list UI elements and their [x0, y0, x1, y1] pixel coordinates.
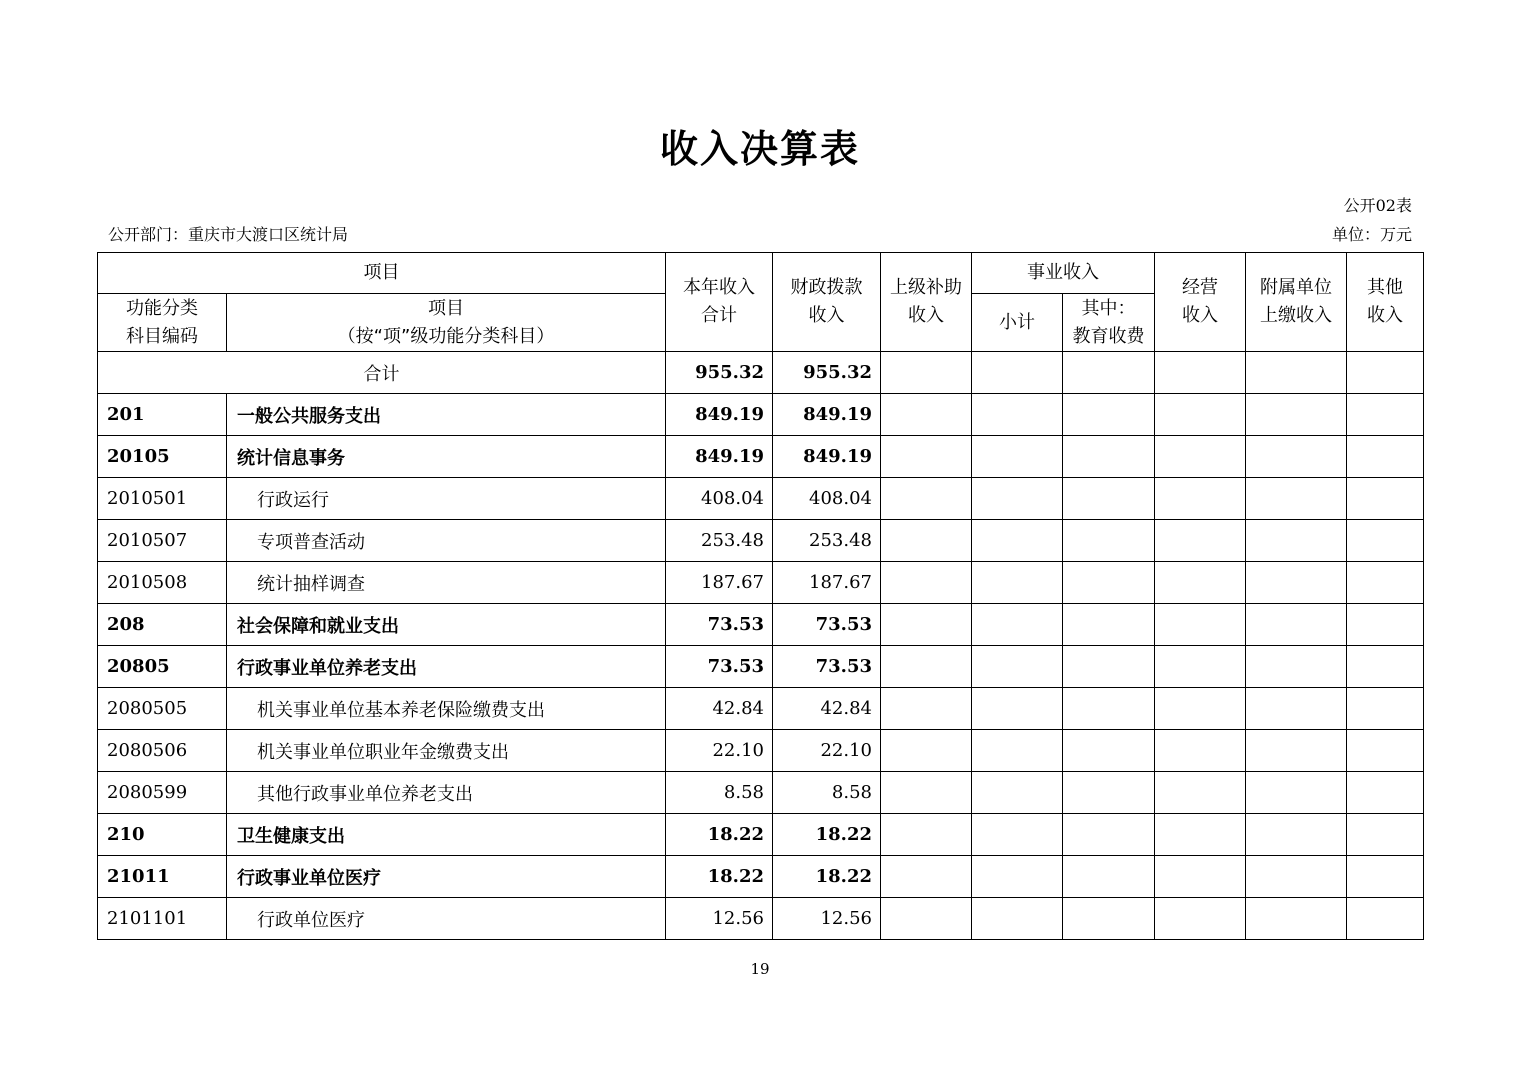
- empty-cell: [881, 688, 972, 730]
- empty-cell: [1347, 814, 1424, 856]
- page-number: 19: [750, 960, 770, 978]
- empty-cell: [1155, 646, 1246, 688]
- empty-cell: [1155, 436, 1246, 478]
- empty-cell: [972, 772, 1063, 814]
- empty-cell: [1246, 478, 1347, 520]
- empty-cell: [972, 856, 1063, 898]
- row-name: 卫生健康支出: [227, 814, 666, 856]
- row-fiscal: 42.84: [773, 688, 881, 730]
- row-code: 2010507: [98, 520, 227, 562]
- row-total: 8.58: [666, 772, 773, 814]
- row-code: 208: [98, 604, 227, 646]
- empty-cell: [1347, 478, 1424, 520]
- empty-cell: [1347, 646, 1424, 688]
- row-fiscal: 408.04: [773, 478, 881, 520]
- row-code: 21011: [98, 856, 227, 898]
- row-fiscal: 253.48: [773, 520, 881, 562]
- total-fiscal: 955.32: [773, 352, 881, 394]
- empty-cell: [881, 772, 972, 814]
- empty-cell: [972, 394, 1063, 436]
- empty-cell: [1155, 898, 1246, 940]
- row-fiscal: 849.19: [773, 436, 881, 478]
- empty-cell: [1155, 520, 1246, 562]
- empty-cell: [1155, 604, 1246, 646]
- row-total: 42.84: [666, 688, 773, 730]
- empty-cell: [881, 856, 972, 898]
- header-code: 功能分类 科目编码: [98, 294, 227, 352]
- row-fiscal: 22.10: [773, 730, 881, 772]
- empty-cell: [972, 688, 1063, 730]
- table-row: [98, 856, 1424, 898]
- empty-cell: [881, 436, 972, 478]
- empty-cell: [1155, 730, 1246, 772]
- row-name: 社会保障和就业支出: [227, 604, 666, 646]
- empty-cell: [881, 646, 972, 688]
- row-code: 2101101: [98, 898, 227, 940]
- row-total: 18.22: [666, 814, 773, 856]
- empty-cell: [1246, 604, 1347, 646]
- row-name: 一般公共服务支出: [227, 394, 666, 436]
- empty-cell: [1246, 688, 1347, 730]
- empty-cell: [1063, 436, 1155, 478]
- empty-cell: [1347, 520, 1424, 562]
- row-code: 2080599: [98, 772, 227, 814]
- empty-cell: [881, 520, 972, 562]
- row-name: 其他行政事业单位养老支出: [227, 772, 666, 814]
- table-row: [98, 436, 1424, 478]
- empty-cell: [1246, 856, 1347, 898]
- row-total: 849.19: [666, 394, 773, 436]
- row-fiscal: 73.53: [773, 646, 881, 688]
- empty-cell: [1155, 478, 1246, 520]
- empty-cell: [1063, 898, 1155, 940]
- empty-cell: [972, 520, 1063, 562]
- empty-cell: [881, 898, 972, 940]
- row-name: 统计抽样调查: [227, 562, 666, 604]
- empty-cell: [1347, 772, 1424, 814]
- income-table: [97, 252, 1424, 940]
- table-row: [98, 478, 1424, 520]
- row-fiscal: 12.56: [773, 898, 881, 940]
- row-fiscal: 849.19: [773, 394, 881, 436]
- empty-cell: [1063, 856, 1155, 898]
- row-total: 408.04: [666, 478, 773, 520]
- empty-cell: [1155, 856, 1246, 898]
- table-row: [98, 772, 1424, 814]
- empty-cell: [972, 730, 1063, 772]
- header-affiliate: 附属单位 上缴收入: [1246, 253, 1347, 352]
- empty-cell: [1063, 688, 1155, 730]
- empty-cell: [1155, 394, 1246, 436]
- empty-cell: [1347, 394, 1424, 436]
- table-row: [98, 394, 1424, 436]
- empty-cell: [1063, 604, 1155, 646]
- empty-cell: [972, 646, 1063, 688]
- header-fiscal: 财政拨款 收入: [773, 253, 881, 352]
- table-row: [98, 898, 1424, 940]
- header-business-edu: 其中： 教育收费: [1063, 294, 1155, 352]
- header-item: 项目: [98, 253, 666, 294]
- row-name: 行政事业单位医疗: [227, 856, 666, 898]
- empty-cell: [1347, 436, 1424, 478]
- empty-cell: [1063, 772, 1155, 814]
- row-name: 统计信息事务: [227, 436, 666, 478]
- row-code: 20105: [98, 436, 227, 478]
- empty-cell: [1155, 814, 1246, 856]
- row-code: 2010508: [98, 562, 227, 604]
- header-name: 项目 （按“项”级功能分类科目）: [227, 294, 666, 352]
- row-total: 12.56: [666, 898, 773, 940]
- empty-cell: [1155, 562, 1246, 604]
- row-fiscal: 18.22: [773, 814, 881, 856]
- table-row: [98, 562, 1424, 604]
- table-row: [98, 646, 1424, 688]
- form-number: 公开02表: [1343, 196, 1412, 215]
- row-fiscal: 8.58: [773, 772, 881, 814]
- empty-cell: [1063, 646, 1155, 688]
- empty-cell: [1347, 688, 1424, 730]
- empty-cell: [1347, 730, 1424, 772]
- row-total: 22.10: [666, 730, 773, 772]
- header-business-subtotal: 小计: [972, 294, 1063, 352]
- unit-label: 单位：万元: [1331, 225, 1412, 244]
- table-row: [98, 604, 1424, 646]
- empty-cell: [1063, 562, 1155, 604]
- empty-cell: [1063, 520, 1155, 562]
- empty-cell: [1246, 394, 1347, 436]
- empty-cell: [972, 436, 1063, 478]
- empty-cell: [881, 394, 972, 436]
- row-name: 机关事业单位基本养老保险缴费支出: [227, 688, 666, 730]
- row-fiscal: 18.22: [773, 856, 881, 898]
- row-fiscal: 73.53: [773, 604, 881, 646]
- row-name: 行政单位医疗: [227, 898, 666, 940]
- row-total: 73.53: [666, 646, 773, 688]
- empty-cell: [1155, 688, 1246, 730]
- empty-cell: [881, 604, 972, 646]
- table-row: [98, 688, 1424, 730]
- row-code: 201: [98, 394, 227, 436]
- row-code: 2080505: [98, 688, 227, 730]
- row-fiscal: 187.67: [773, 562, 881, 604]
- empty-cell: [972, 562, 1063, 604]
- empty-cell: [1246, 436, 1347, 478]
- total-row: [98, 352, 1424, 394]
- empty-cell: [881, 730, 972, 772]
- row-total: 18.22: [666, 856, 773, 898]
- empty-cell: [1063, 730, 1155, 772]
- empty-cell: [972, 898, 1063, 940]
- table-row: [98, 814, 1424, 856]
- table-row: [98, 520, 1424, 562]
- row-total: 187.67: [666, 562, 773, 604]
- empty-cell: [1063, 394, 1155, 436]
- page-title: 收入决算表: [659, 127, 860, 171]
- row-name: 机关事业单位职业年金缴费支出: [227, 730, 666, 772]
- empty-cell: [972, 814, 1063, 856]
- empty-cell: [1347, 856, 1424, 898]
- empty-cell: [881, 478, 972, 520]
- empty-cell: [881, 562, 972, 604]
- row-total: 849.19: [666, 436, 773, 478]
- empty-cell: [1246, 898, 1347, 940]
- empty-cell: [1063, 478, 1155, 520]
- empty-cell: [1246, 562, 1347, 604]
- empty-cell: [881, 814, 972, 856]
- header-operation: 经营 收入: [1155, 253, 1246, 352]
- row-name: 专项普查活动: [227, 520, 666, 562]
- row-code: 20805: [98, 646, 227, 688]
- empty-cell: [1246, 730, 1347, 772]
- empty-cell: [1063, 814, 1155, 856]
- department-label: 公开部门：重庆市大渡口区统计局: [108, 225, 349, 244]
- header-superior: 上级补助 收入: [881, 253, 972, 352]
- header-other: 其他 收入: [1347, 253, 1424, 352]
- table-row: [98, 730, 1424, 772]
- empty-cell: [1246, 814, 1347, 856]
- row-total: 73.53: [666, 604, 773, 646]
- header-total: 本年收入 合计: [666, 253, 773, 352]
- header-business: 事业收入: [972, 253, 1155, 294]
- empty-cell: [1246, 520, 1347, 562]
- row-total: 253.48: [666, 520, 773, 562]
- total-label: 合计: [98, 352, 666, 394]
- row-name: 行政事业单位养老支出: [227, 646, 666, 688]
- empty-cell: [1347, 604, 1424, 646]
- row-name: 行政运行: [227, 478, 666, 520]
- empty-cell: [972, 604, 1063, 646]
- total-income: 955.32: [666, 352, 773, 394]
- row-code: 2010501: [98, 478, 227, 520]
- empty-cell: [1347, 562, 1424, 604]
- row-code: 2080506: [98, 730, 227, 772]
- empty-cell: [1347, 898, 1424, 940]
- empty-cell: [1246, 772, 1347, 814]
- empty-cell: [1155, 772, 1246, 814]
- row-code: 210: [98, 814, 227, 856]
- empty-cell: [972, 478, 1063, 520]
- empty-cell: [1246, 646, 1347, 688]
